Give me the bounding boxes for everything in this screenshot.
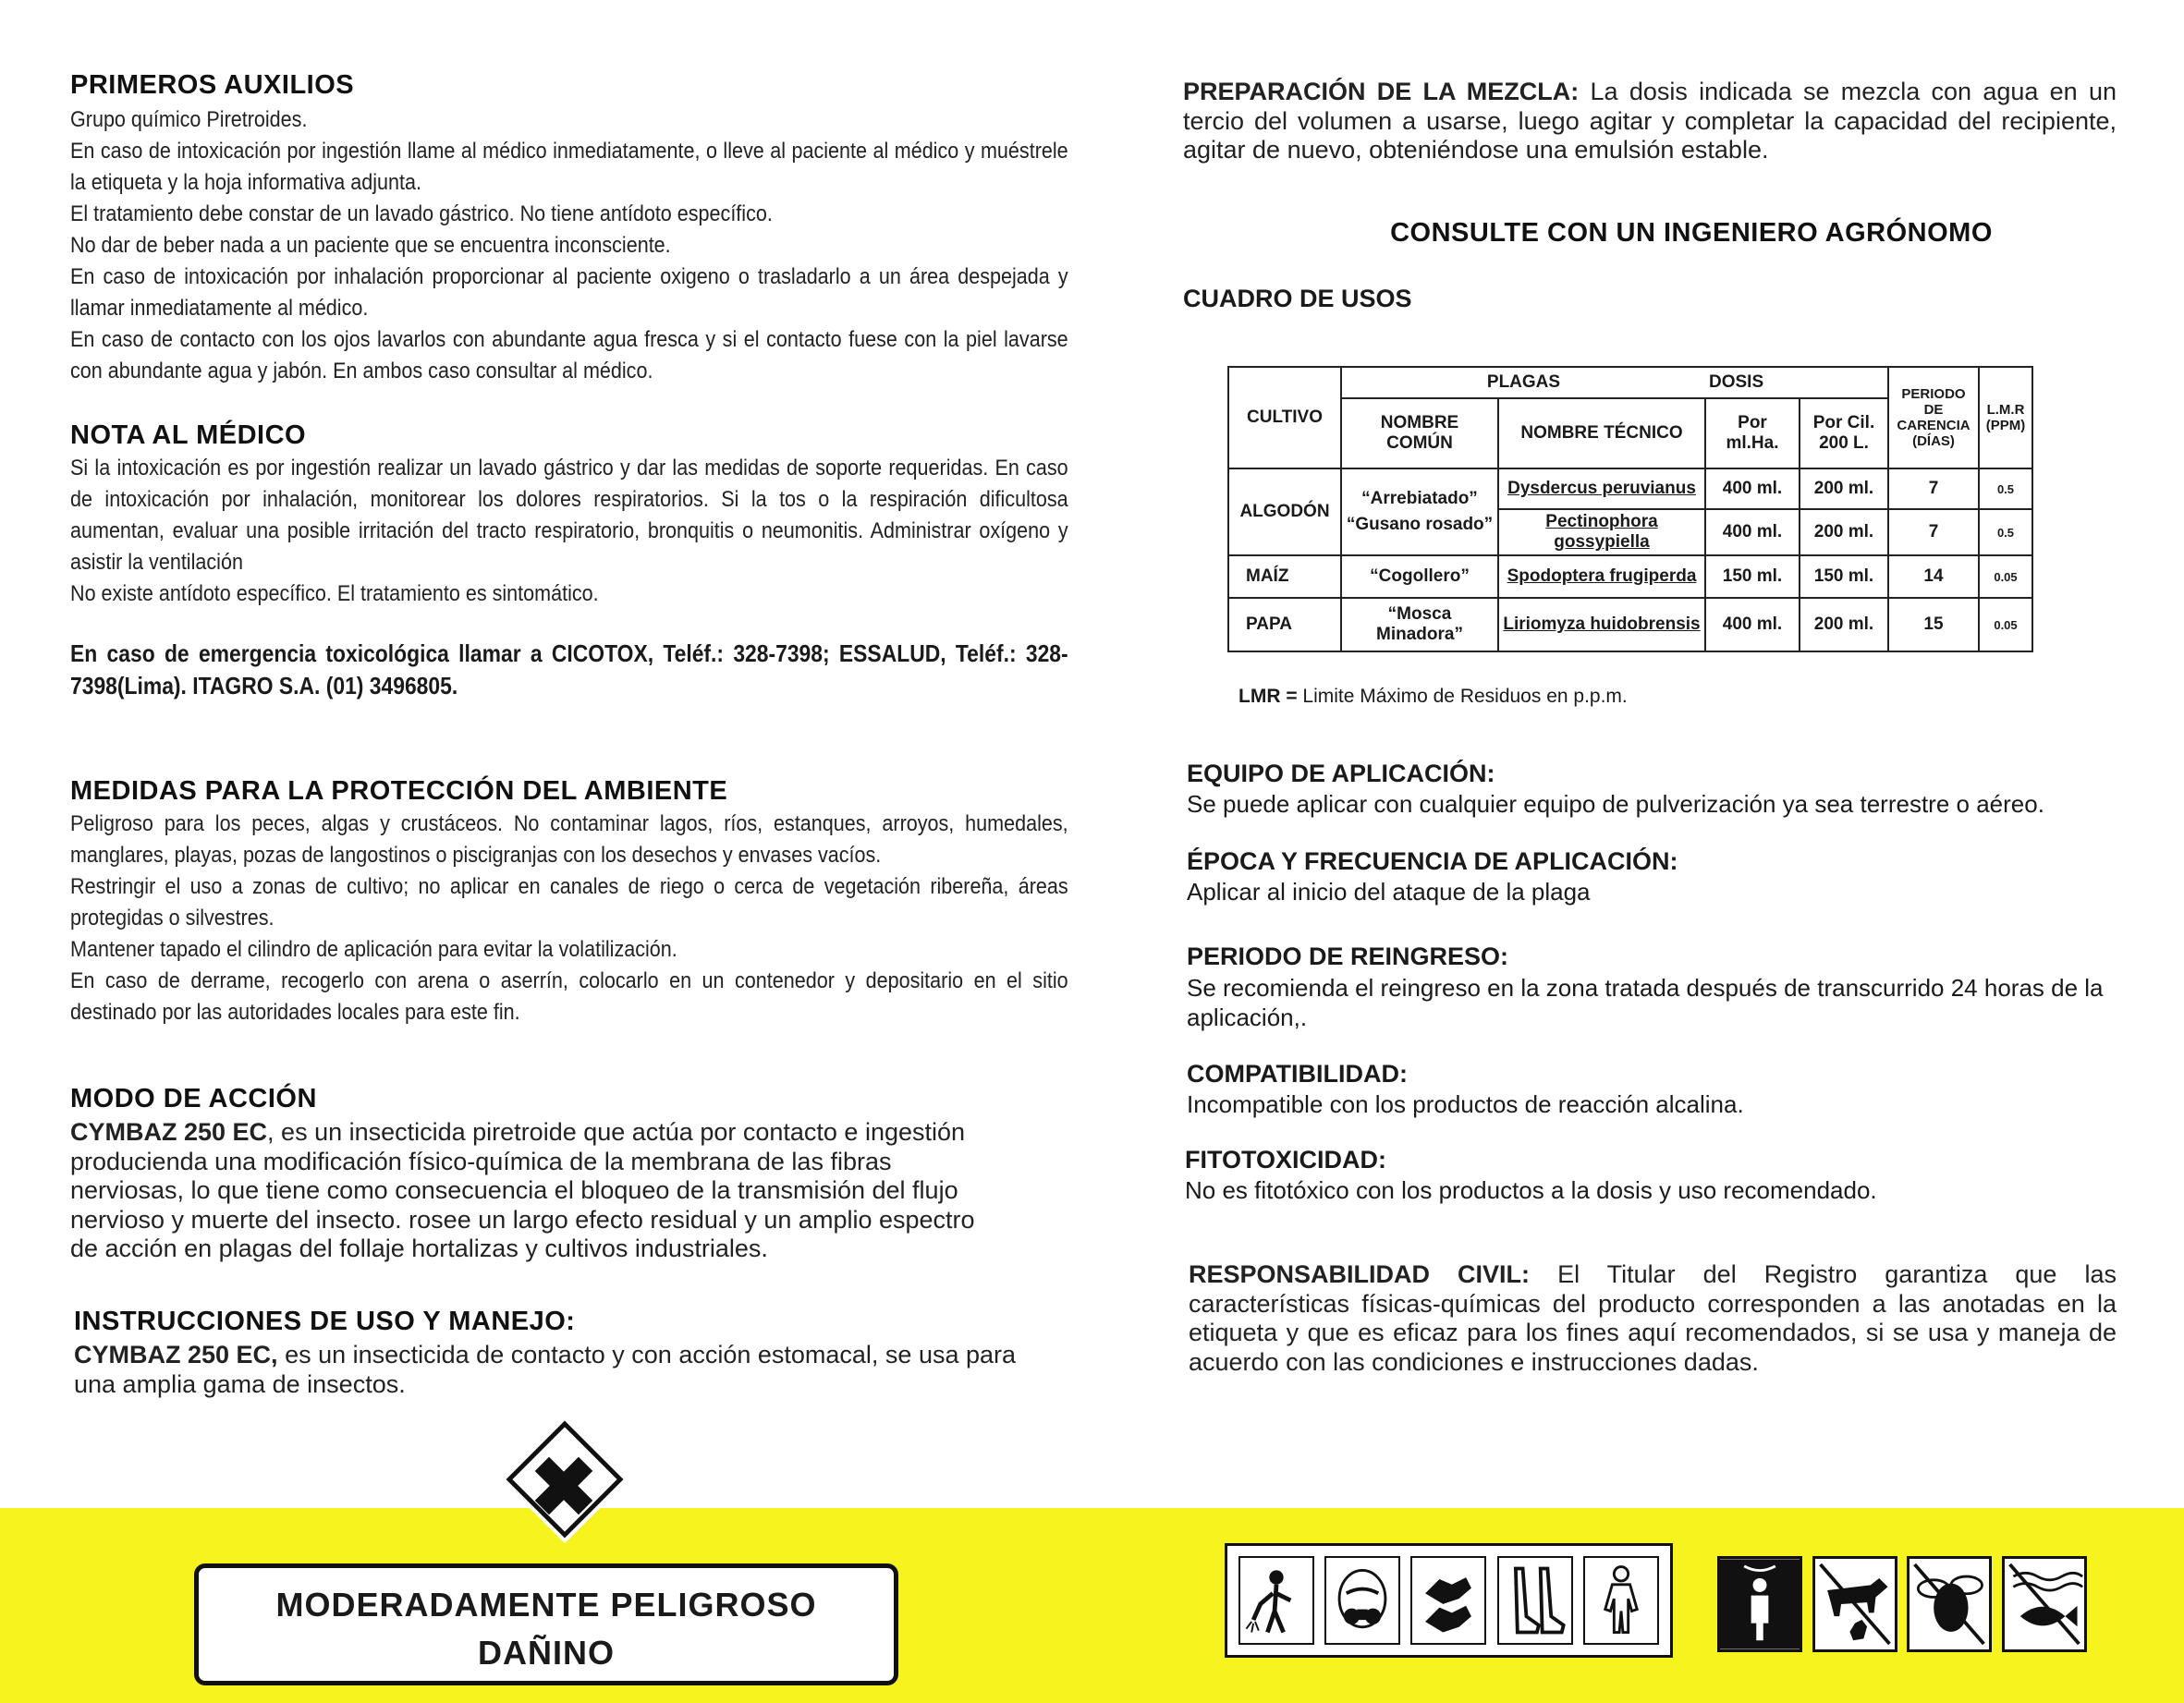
- reingreso-text: Se recomienda el reingreso en la zona tratada después de transcurrido 24 horas de la aplicación,.: [1187, 974, 2104, 1031]
- cell-cultivo: PAPA: [1228, 598, 1341, 651]
- cell-dias: 7: [1888, 509, 1979, 555]
- reingreso-section: [1187, 943, 2120, 1032]
- reingreso-title: PERIODO DE REINGRESO:: [1187, 943, 1509, 970]
- primeros-auxilios-text: [70, 104, 1068, 387]
- cell-tecnico: Pectinophora gossypiella: [1498, 509, 1705, 555]
- epoca-text: Aplicar al inicio del ataque de la plaga: [1187, 878, 1591, 906]
- responsabilidad-text: [1189, 1260, 2117, 1377]
- nota-medico-text: [70, 453, 1068, 610]
- primeros-auxilios-section: [70, 70, 1068, 387]
- sprayer-worker-icon: [1238, 1556, 1314, 1645]
- cell-lmr: 0.05: [1979, 598, 2032, 651]
- wash-after-use-icon: [1717, 1556, 1802, 1652]
- protective-suit-icon: [1583, 1556, 1659, 1645]
- ambiente-title: MEDIDAS PARA LA PROTECCIÓN DEL AMBIENTE: [70, 776, 728, 806]
- lmr-note: [1238, 686, 2172, 708]
- cell-ha: 150 ml.: [1705, 555, 1800, 598]
- instrucciones-title: INSTRUCCIONES DE USO Y MANEJO:: [74, 1307, 576, 1336]
- header-por-cil: Por Cil. 200 L.: [1800, 398, 1888, 468]
- cell-ha: 400 ml.: [1705, 509, 1800, 555]
- preparacion-label: PREPARACIÓN DE LA MEZCLA:: [1183, 78, 1580, 105]
- primeros-line: En caso de intoxicación por inhalación proporcionar al paciente oxigeno o trasladarlo a un área despejada y llamar inmediatamente al médico.: [70, 264, 1068, 321]
- modo-accion-section: [70, 1084, 1004, 1264]
- epoca-section: [1187, 847, 2120, 906]
- cell-comun: “Cogollero”: [1341, 555, 1498, 598]
- ambiente-line: Restringir el uso a zonas de cultivo; no aplicar en canales de riego o cerca de vegetación ribereña, áreas protegidas o silvestres.: [70, 874, 1068, 931]
- primeros-auxilios-title: PRIMEROS AUXILIOS: [70, 70, 355, 100]
- cell-comun: [1341, 468, 1498, 555]
- cell-ha: 400 ml.: [1705, 468, 1800, 509]
- header-periodo-label: PERIODO DE CARENCIA: [1897, 386, 1970, 433]
- hazard-line-1: MODERADAMENTE PELIGROSO: [275, 1586, 817, 1624]
- cell-dias: 14: [1888, 555, 1979, 598]
- primeros-line: No dar de beber nada a un paciente que se encuentra inconsciente.: [70, 233, 671, 258]
- cuadro-usos-title: CUADRO DE USOS: [1183, 285, 1412, 312]
- preparacion-text: [1183, 78, 2117, 165]
- cell-comun-0: “Arrebiatado”: [1361, 489, 1478, 508]
- instrucciones-text: [74, 1341, 1026, 1399]
- header-comun: NOMBRE COMÚN: [1341, 398, 1498, 468]
- toxic-to-bees-icon: [1907, 1556, 1992, 1652]
- epoca-title: ÉPOCA Y FRECUENCIA DE APLICACIÓN:: [1187, 847, 1678, 875]
- product-name: CYMBAZ 250 EC,: [74, 1341, 278, 1368]
- cell-cil: 150 ml.: [1800, 555, 1888, 598]
- preparacion-section: [1183, 78, 2117, 165]
- lmr-note-label: LMR =: [1238, 686, 1298, 707]
- cell-dias: 15: [1888, 598, 1979, 651]
- primeros-line: El tratamiento debe constar de un lavado gástrico. No tiene antídoto específico.: [70, 201, 773, 226]
- primeros-line: En caso de contacto con los ojos lavarlos con abundante agua fresca y si el contacto fuese con la piel lavarse con abundante agua y jabón. En ambos caso consultar al médico.: [70, 327, 1068, 383]
- cell-lmr: 0.05: [1979, 555, 2032, 598]
- header-dosis: DOSIS: [1705, 367, 1888, 398]
- ambiente-line: En caso de derrame, recogerlo con arena o aserrín, colocarlo en un contenedor y depositario en el sitio destinado por las autoridades locales para este fin.: [70, 968, 1068, 1025]
- cell-tecnico: Liriomyza huidobrensis: [1498, 598, 1705, 651]
- cell-cil: 200 ml.: [1800, 468, 1888, 509]
- instrucciones-section: [74, 1307, 1026, 1399]
- product-name: CYMBAZ 250 EC: [70, 1118, 268, 1146]
- warning-pictograms: [1717, 1554, 2087, 1654]
- table-header-row: [1228, 367, 2032, 398]
- nota-line: Si la intoxicación es por ingestión realizar un lavado gástrico y dar las medidas de soporte requeridas. En caso de intoxicación por inhalación, monitorear los dolores respiratorios. Si la tos o la respiración dificultosa aumentan, evaluar una posible irritación del tracto respiratorio, bronquitis o neumonitis. Administrar oxígeno y asistir la ventilación: [70, 456, 1068, 575]
- nota-line: No existe antídoto específico. El tratamiento es sintomático.: [70, 581, 599, 606]
- fito-text: No es fitotóxico con los productos a la dosis y uso recomendado.: [1185, 1176, 1877, 1204]
- compat-text: Incompatible con los productos de reacción alcalina.: [1187, 1090, 1744, 1118]
- table-row: [1228, 468, 2032, 509]
- hazard-classification-box: [194, 1563, 898, 1685]
- ppe-pictograms: [1225, 1543, 1673, 1658]
- cell-tecnico: Spodoptera frugiperda: [1498, 555, 1705, 598]
- header-lmr: L.M.R (PPM): [1979, 367, 2032, 468]
- preparacion-body: La dosis indicada se mezcla con agua en un tercio del volumen a usarse, luego agitar y completar la capacidad del recipiente, agitar de nuevo, obteniéndose una emulsión estable.: [1183, 78, 2117, 164]
- header-dias: (DÍAS): [1912, 433, 1955, 449]
- header-periodo: [1888, 367, 1979, 468]
- boots-icon: [1497, 1556, 1573, 1645]
- equipo-title: EQUIPO DE APLICACIÓN:: [1187, 760, 1495, 787]
- responsabilidad-body: El Titular del Registro garantiza que las características físicas-químicas del producto corresponden a las anotadas en la etiqueta y que es eficaz para los fines aquí recomendados, si se usa y maneja de acuerdo con las condiciones e instrucciones dadas.: [1189, 1260, 2117, 1376]
- cell-cultivo: ALGODÓN: [1228, 468, 1341, 555]
- toxic-to-livestock-icon: [1812, 1556, 1897, 1652]
- emergency-contact: [70, 638, 1068, 702]
- equipo-section: [1187, 760, 2120, 819]
- ambiente-line: Peligroso para los peces, algas y crustáceos. No contaminar lagos, ríos, estanques, arroyos, humedales, manglares, playas, pozas de langostinos o piscigranjas con los desechos y envases vacíos.: [70, 811, 1068, 868]
- table-row: [1228, 598, 2032, 651]
- hazard-line-2: DAÑINO: [478, 1634, 615, 1672]
- cell-cultivo: MAÍZ: [1228, 555, 1341, 598]
- lmr-note-text: Limite Máximo de Residuos en p.p.m.: [1297, 686, 1628, 707]
- cell-comun-1: “Gusano rosado”: [1346, 515, 1494, 534]
- cell-cil: 200 ml.: [1800, 509, 1888, 555]
- table-row: [1228, 555, 2032, 598]
- harmful-x-icon: ✖: [530, 1441, 598, 1533]
- usos-table: [1227, 366, 2033, 652]
- primeros-line: En caso de intoxicación por ingestión llame al médico inmediatamente, o lleve al paciente al médico y muéstrele la etiqueta y la hoja informativa adjunta.: [70, 139, 1068, 195]
- cell-comun: “Mosca Minadora”: [1341, 598, 1498, 651]
- header-por-ha: Por ml.Ha.: [1705, 398, 1800, 468]
- ambiente-section: [70, 776, 1068, 1028]
- instrucciones-body: es un insecticida de contacto y con acción estomacal, se usa para una amplia gama de insectos.: [74, 1341, 1017, 1398]
- compat-title: COMPATIBILIDAD:: [1187, 1060, 1408, 1088]
- modo-accion-title: MODO DE ACCIÓN: [70, 1084, 317, 1113]
- fito-title: FITOTOXICIDAD:: [1185, 1146, 1387, 1174]
- ambiente-line: Mantener tapado el cilindro de aplicación para evitar la volatilización.: [70, 937, 677, 962]
- cell-lmr: 0.5: [1979, 509, 2032, 555]
- ambiente-text: [70, 809, 1068, 1028]
- cell-tecnico: Dysdercus peruvianus: [1498, 468, 1705, 509]
- toxic-to-fish-icon: [2002, 1556, 2087, 1652]
- cell-ha: 400 ml.: [1705, 598, 1800, 651]
- nota-medico-section: [70, 420, 1068, 702]
- gloves-icon: [1410, 1556, 1486, 1645]
- responsabilidad-label: RESPONSABILIDAD CIVIL:: [1189, 1260, 1531, 1288]
- fito-section: [1185, 1146, 2118, 1205]
- header-tecnico: NOMBRE TÉCNICO: [1498, 398, 1705, 468]
- header-plagas: PLAGAS: [1341, 367, 1705, 398]
- nota-medico-title: NOTA AL MÉDICO: [70, 420, 307, 450]
- emergency-text: En caso de emergencia toxicológica llamar a CICOTOX, Teléf.: 328-7398; ESSALUD, Teléf.: 328-7398(Lima). ITAGRO S.A. (01) 3496805.: [70, 639, 1068, 699]
- header-cultivo: CULTIVO: [1228, 367, 1341, 468]
- responsabilidad-section: [1189, 1260, 2117, 1377]
- compat-section: [1187, 1060, 2120, 1119]
- consulte-banner: CONSULTE CON UN INGENIERO AGRÓNOMO: [1390, 218, 1993, 248]
- respirator-mask-icon: [1324, 1556, 1400, 1645]
- modo-accion-body: , es un insecticida piretroide que actúa por contacto e ingestión producienda una modificación físico-química de la membrana de las fibras nerviosas, lo que tiene como consecuencia el bloqueo de la transmisión del flujo nervioso y muerte del insecto. rosee un largo efecto residual y un amplio espectro de acción en plagas del follaje hortalizas y cultivos industriales.: [70, 1118, 975, 1262]
- primeros-line: Grupo químico Piretroides.: [70, 107, 308, 132]
- equipo-text: Se puede aplicar con cualquier equipo de pulverización ya sea terrestre o aéreo.: [1187, 790, 2044, 818]
- modo-accion-text: [70, 1118, 1004, 1264]
- cell-lmr: 0.5: [1979, 468, 2032, 509]
- cell-cil: 200 ml.: [1800, 598, 1888, 651]
- cell-dias: 7: [1888, 468, 1979, 509]
